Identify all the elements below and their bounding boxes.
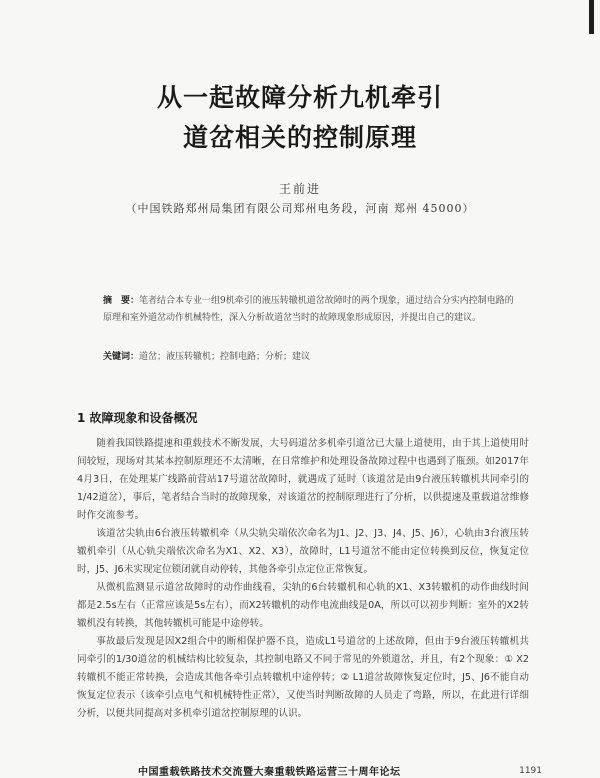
body-paragraph: 从微机监测显示道岔故障时的动作曲线看，尖轨的6台转辙机和心轨的X1、X3转辙机的动作曲线时间都是2.5s左右（正常应该是5s左右），而X2转辙机的动作电流曲线是0A，所以可以初步判断：室外的X2转辙机没有转换，其他转辙机可能是中途停转。 xyxy=(77,582,529,629)
author-affiliation: （中国铁路郑州局集团有限公司郑州电务段，河南 郑州 45000） xyxy=(125,202,475,215)
keywords xyxy=(103,349,515,362)
page-edge-mark xyxy=(589,0,594,34)
abstract-text: 笔者结合本专业一组9机牵引的液压转辙机道岔故障时的两个现象，通过结合分实内控制电路的原理和室外道岔动作机械特性，深入分析故道岔当时的故障现象形成原因，并提出自己的建议。 xyxy=(103,296,514,323)
author-name: 王前进 xyxy=(278,182,321,196)
body-paragraph: 随着我国铁路提速和重载技术不断发展，大号码道岔多机牵引道岔已大量上道使用，由于其上道使用时间较短，现场对其某本控制原理还不太清晰，在日常维护和处理设备故障过程中也遇到了瓶颈。如2017年4月3日，在处理某广线路前营站17号道岔故障时，就遇成了延时（该道岔是由9台液压转辙机共同牵引的1/42道岔），事后，笔者结合当时的故障现象，对该道岔的控制原理进行了分析，以供提速及重载道岔维修时作交流参考。 xyxy=(77,438,529,521)
abstract xyxy=(103,293,515,327)
abstract-label: 摘 要： xyxy=(103,296,140,306)
section-body xyxy=(77,435,529,723)
body-paragraph: 该道岔尖轨由6台液压转辙机牵（从尖轨尖端依次命名为J1、J2、J3、J4、J5、J6），心轨由3台液压转辙机牵引（从心轨尖端依次命名为X1、X2、X3），故障时，L1号道岔不能由定位转换到反位，恢复定位时，J5、J6未实现定位锁闭就自动停转，其他各牵引点定位正常恢复。 xyxy=(77,528,529,575)
body-paragraph: 事故最后发现是因X2组合中的断相保护器不良，造成L1号道岔的上述故障，但由于9台液压转辙机共同牵引的1/30道岔的机械结构比较复杂，其控制电路又不同于常见的外锁道岔，并且，有2个现象：① X2转辙机不能正常转换，会造成其他各牵引点转辙机中途停转；② L1道岔故障恢复定位时，J5、J6不能自动恢复定位表示（该牵引点电气和机械特性正常），又使当时判断故障的人员走了弯路，所以，在此进行详细分析，以便共同提高对多机牵引道岔控制原理的认识。 xyxy=(77,636,529,719)
keywords-label: 关键词： xyxy=(103,352,140,362)
article-title-line-1: 从一起故障分析九机牵引 xyxy=(156,83,443,112)
conference-footer: 中国重载铁路技术交流暨大秦重载铁路运营三十周年论坛 xyxy=(138,767,401,778)
page-number: 1191 xyxy=(519,766,542,776)
keywords-text: 道岔；液压转辙机；控制电路；分析；建议 xyxy=(139,352,311,362)
section-heading: 1 故障现象和设备概况 xyxy=(77,411,198,425)
article-title-line-2: 道岔相关的控制原理 xyxy=(182,123,417,152)
